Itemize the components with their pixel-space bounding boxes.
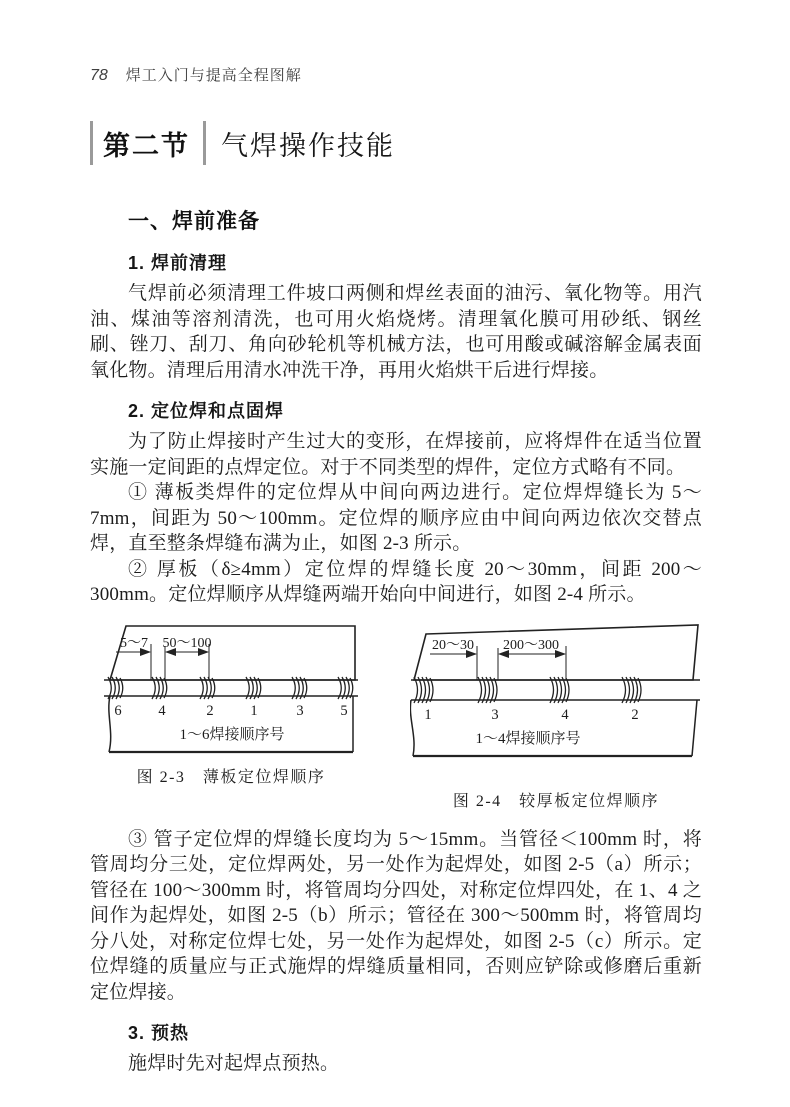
fig23-sequence-label: 1～6焊接顺序号 [179,726,285,743]
page-number: 78 [90,67,108,84]
fig23-seq-number: 6 [114,702,122,719]
fig23-dim-label-2: 50～100 [162,635,212,651]
figure-row [90,622,702,811]
fig24-weld-cluster [550,677,569,703]
fig24-seq-number: 2 [631,706,639,723]
section-label: 第二节 [103,130,190,161]
fig24-seam-lines [411,680,700,700]
fig24-bottom-plate-right [692,700,697,756]
fig24-dim-label-1: 20～30 [432,637,474,653]
item-heading-tack-welding: 2. 定位焊和点固焊 [128,401,285,421]
fig23-seq-number: 5 [340,702,348,719]
fig23-seq-number: 1 [250,702,258,719]
fig24-weld-cluster [414,677,433,703]
paragraph-tack-intro: 为了防止焊接时产生过大的变形，在焊接前，应将焊件在适当位置实施一定间距的点焊定位。对于不同类型的焊件，定位方式略有不同。 [90,431,702,478]
section-title: 气焊操作技能 [221,130,395,161]
fig24-weld-cluster [622,677,641,703]
fig23-dim-label-1: 5～7 [120,635,148,651]
figure-2-3 [102,622,360,787]
figure-2-4 [410,622,702,811]
paragraph-cleaning: 气焊前必须清理工件坡口两侧和焊丝表面的油污、氧化物等。用汽油、煤油等溶剂清洗，也可用火焰烧烤。清理氧化膜可用砂纸、钢丝刷、锉刀、刮刀、角向砂轮机等机械方法，也可用酸或碱溶解金属表面氧化物。清理后用清水冲洗干净，再用火焰烘干后进行焊接。 [90,283,702,381]
paragraph-preheat: 施焊时先对起焊点预热。 [128,1053,340,1074]
paragraph-thick-plate: ② 厚板（δ≥4mm）定位焊的焊缝长度 20～30mm，间距 200～300mm。定位焊顺序从焊缝两端开始向中间进行，如图 2-4 所示。 [90,558,702,605]
paragraph-pipe-tack: ③ 管子定位焊的焊缝长度均为 5～15mm。当管径＜100mm 时，将管周均分三处，定位焊两处，另一处作为起焊处，如图 2-5（a）所示；管径在 100～300mm 时，将管周均分四处，对称定位焊四处，在 1、4 之间作为起焊处，如图 2-5（b）所示；管径在 300～500mm 时，将管周均分八处，对称定位焊七处，另一处作为起焊处，如图 2-5（c）所示。定位焊缝的质量应与正式施焊的焊缝质量相同，否则应铲除或修磨后重新定位焊接。 [90,828,702,1003]
item-heading-preheat: 3. 预热 [128,1023,190,1043]
paragraph-thin-plate: ① 薄板类焊件的定位焊从中间向两边进行。定位焊焊缝长为 5～7mm，间距为 50～100mm。定位焊的顺序应由中间向两边依次交替点焊，直至整条焊缝布满为止，如图 2-3 所示。 [90,482,702,554]
fig23-seq-number: 2 [206,702,214,719]
fig24-sequence-label: 1～4焊接顺序号 [475,730,581,747]
fig23-seq-number: 4 [158,702,166,719]
section-bar-left [90,121,93,165]
subsection-heading: 一、焊前准备 [128,210,260,233]
fig23-seam-lines [104,680,358,696]
fig24-weld-cluster [478,677,497,703]
fig24-seq-number: 3 [491,706,499,723]
fig24-seq-number: 4 [561,706,569,723]
fig23-top-plate [110,626,355,680]
fig24-dim-label-2: 200～300 [503,637,559,653]
running-head [90,64,702,85]
section-bar-right [203,121,206,165]
fig-2-3-diagram [102,622,360,758]
book-title: 焊工入门与提高全程图解 [125,67,302,84]
fig-2-4-diagram [410,622,702,774]
fig-2-4-caption: 图 2-4 较厚板定位焊顺序 [452,792,660,810]
fig24-bottom-plate-left [410,700,414,756]
fig23-bottom-plate-left [109,696,111,752]
fig-2-3-caption: 图 2-3 薄板定位焊顺序 [136,768,326,786]
section-heading [90,121,702,165]
item-heading-cleaning: 1. 焊前清理 [128,253,228,273]
fig23-seq-number: 3 [296,702,304,719]
fig24-seq-number: 1 [424,706,432,723]
